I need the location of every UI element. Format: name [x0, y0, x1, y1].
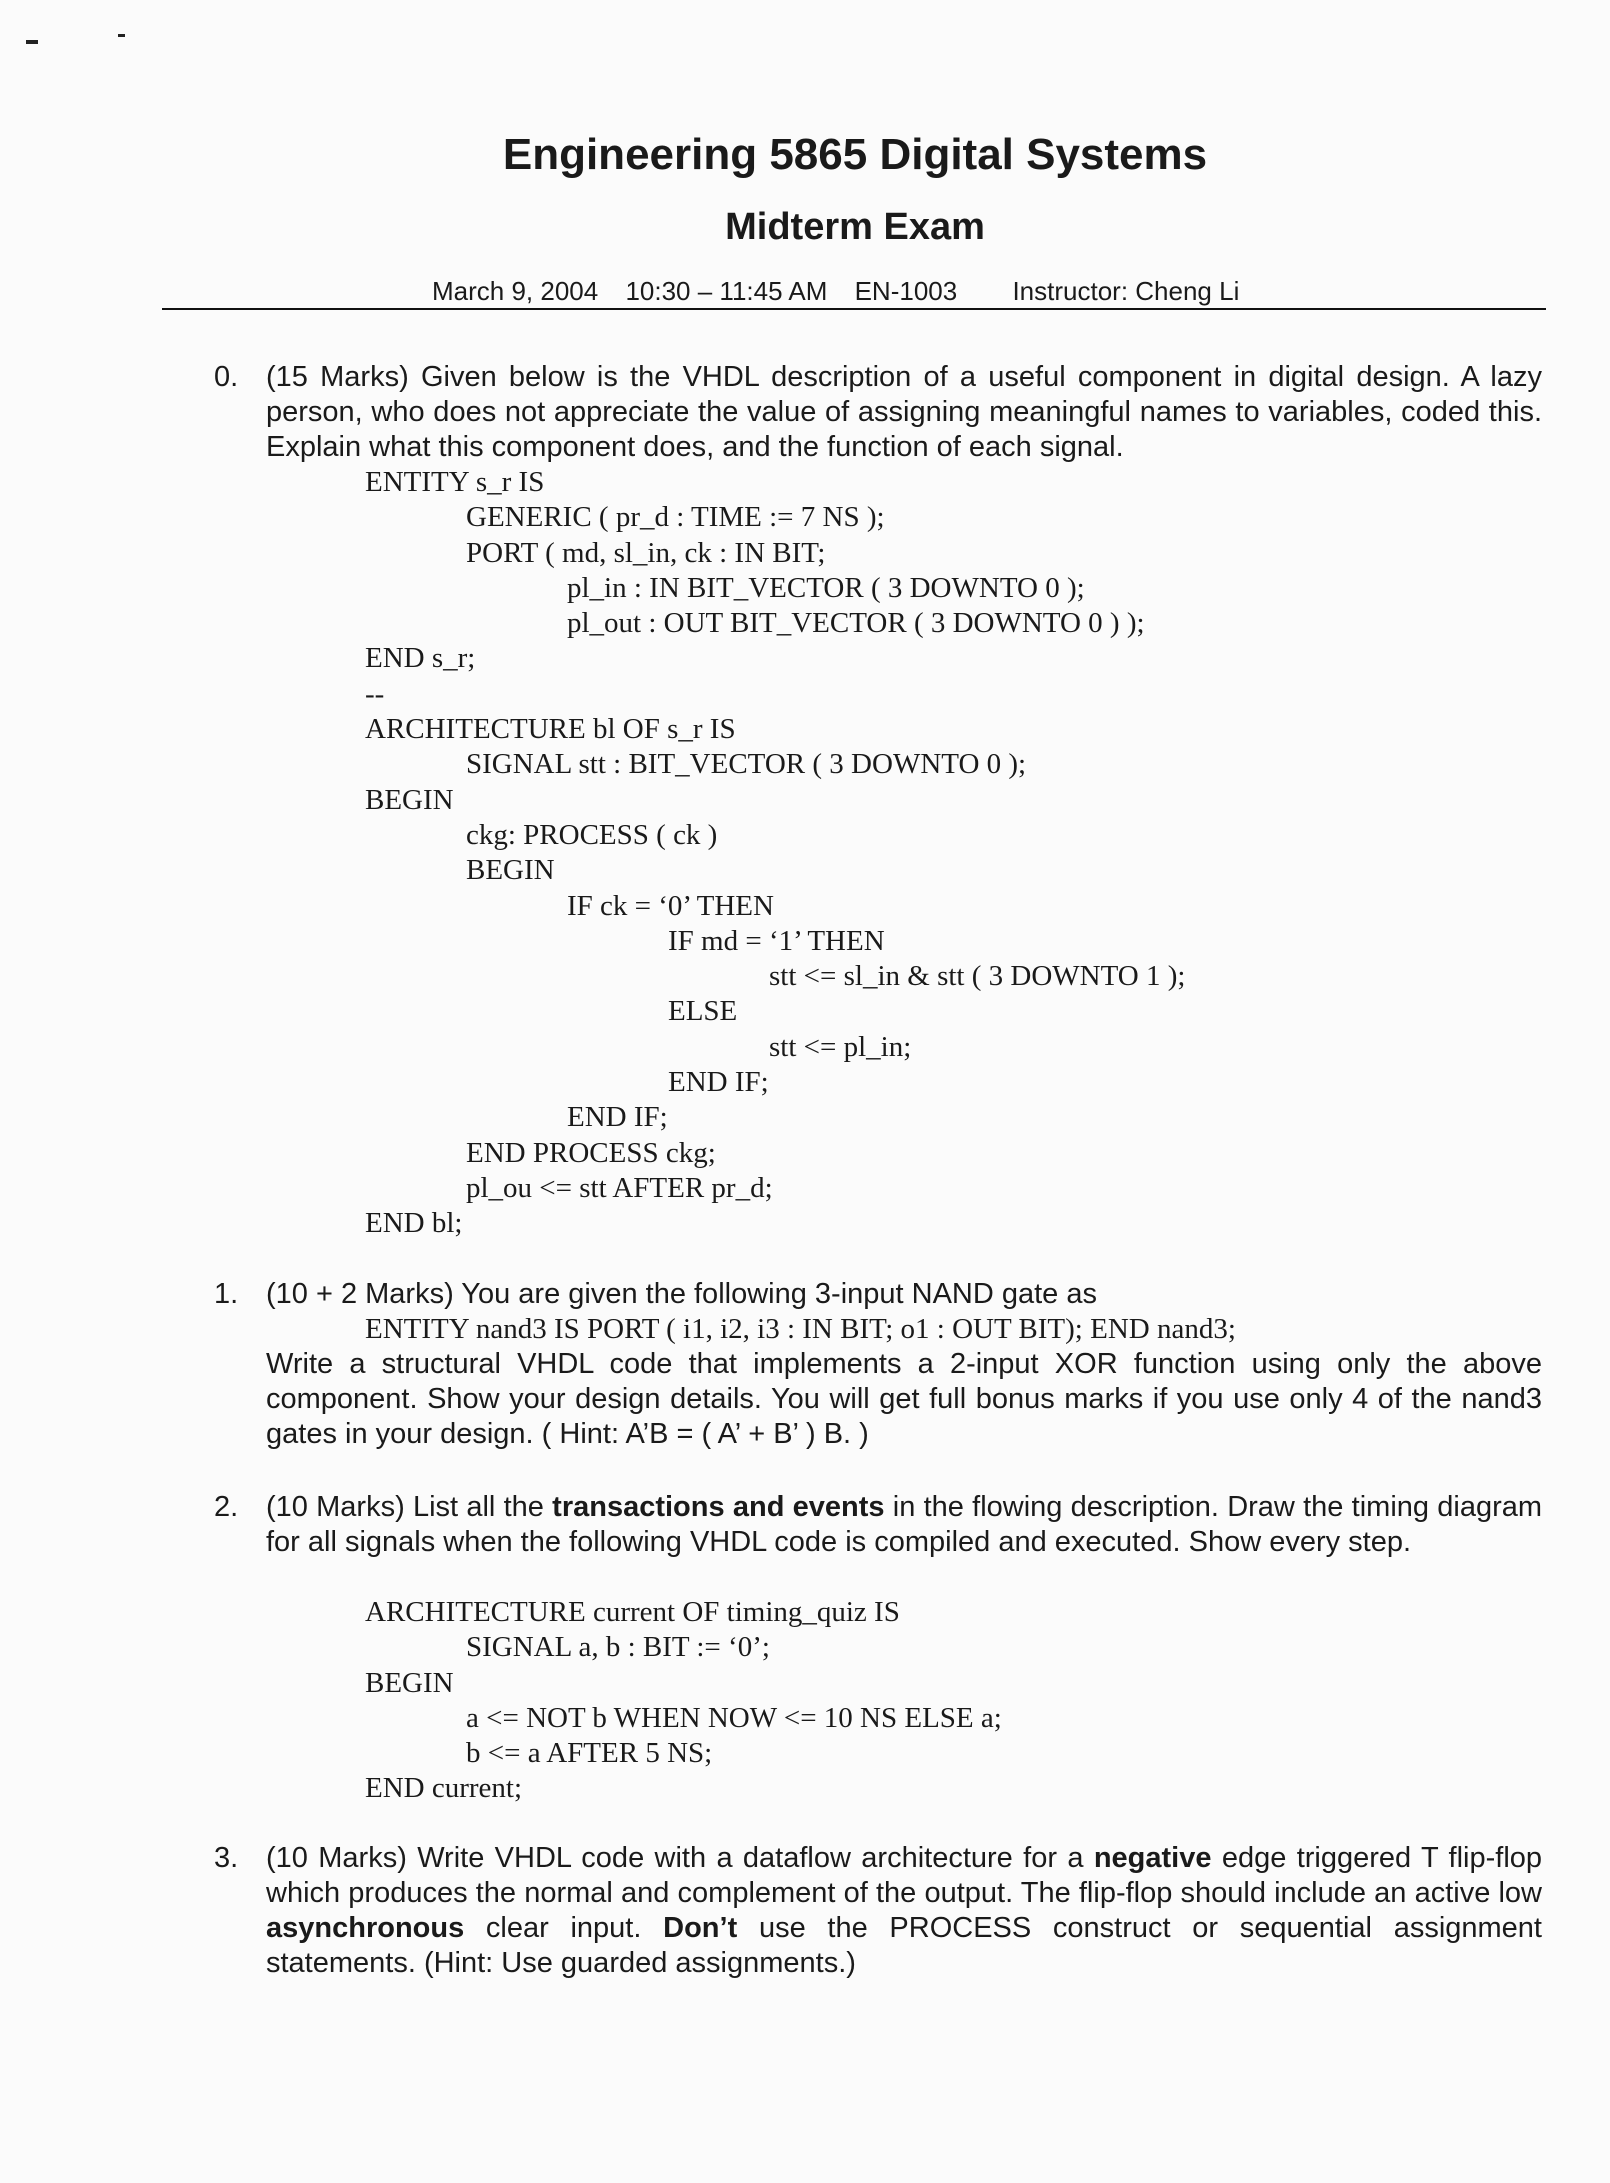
code-line: PORT ( md, sl_in, ck : IN BIT;: [466, 536, 826, 569]
question-text: Write a structural VHDL code that implements a 2-input XOR function using only the above component. Show your design details. You will get full bonus marks if you use only 4 of the nand3 gates in your design. ( Hint: A’B = ( A’ + B’ ) B. ): [266, 1348, 1542, 1450]
code-line: END s_r;: [365, 642, 476, 675]
text-run: edge triggered T flip-flop which produces the normal and complement of the output. The flip-flop should include an active low: [266, 1842, 1543, 1909]
code-line: ENTITY nand3 IS PORT ( i1, i2, i3 : IN BIT; o1 : OUT BIT); END nand3;: [365, 1313, 1236, 1345]
code-line: END bl;: [365, 1207, 463, 1240]
scan-mark: [26, 40, 38, 44]
exam-room: EN-1003: [854, 276, 958, 306]
question-number: 1.: [214, 1278, 239, 1310]
bold-text: asynchronous: [266, 1912, 465, 1944]
bold-text: Don’t: [663, 1912, 738, 1944]
page-title: Engineering 5865 Digital Systems: [502, 130, 1208, 179]
code-line: BEGIN: [365, 1666, 454, 1699]
code-line: --: [365, 677, 385, 710]
code-line: ckg: PROCESS ( ck ): [466, 818, 718, 851]
exam-time: 10:30 – 11:45 AM: [625, 276, 828, 306]
text-run: in the flowing description. Draw the timing diagram for all signals when the following VHDL code is compiled and executed. Show every step.: [266, 1491, 1543, 1558]
exam-instructor: Instructor: Cheng Li: [1012, 276, 1240, 306]
code-block-q0: [365, 465, 1185, 1242]
scan-mark: [118, 34, 125, 37]
code-line: ARCHITECTURE bl OF s_r IS: [365, 713, 736, 746]
code-line: ARCHITECTURE current OF timing_quiz IS: [365, 1596, 900, 1628]
code-line: IF ck = ‘0’ THEN: [567, 889, 774, 922]
question-1-body: [214, 1347, 1542, 1452]
code-block-q1: [365, 1312, 1236, 1347]
bold-text: negative: [1093, 1842, 1212, 1874]
code-line: pl_out : OUT BIT_VECTOR ( 3 DOWNTO 0 ) );: [567, 607, 1145, 640]
code-line: ELSE: [668, 995, 738, 1028]
bold-text: transactions and events: [552, 1491, 885, 1523]
code-line: pl_ou <= stt AFTER pr_d;: [466, 1171, 773, 1204]
question-2: [214, 1490, 1542, 1560]
question-number: 2.: [214, 1491, 239, 1523]
code-block-q2: [365, 1595, 1002, 1807]
page-subtitle: Midterm Exam: [725, 206, 985, 248]
text-run: use the PROCESS construct or sequential assignment statements. (Hint: Use guarded assignments.): [266, 1912, 1542, 1979]
code-line: pl_in : IN BIT_VECTOR ( 3 DOWNTO 0 );: [567, 571, 1085, 604]
question-0: [214, 360, 1542, 465]
code-line: BEGIN: [466, 854, 555, 887]
text-run: (10 Marks) List all the: [266, 1491, 544, 1523]
code-line: SIGNAL a, b : BIT := ‘0’;: [466, 1631, 770, 1664]
code-line: stt <= pl_in;: [769, 1030, 912, 1063]
exam-date: March 9, 2004: [432, 276, 599, 306]
code-line: stt <= sl_in & stt ( 3 DOWNTO 1 );: [769, 960, 1186, 993]
text-run: clear input.: [485, 1912, 642, 1944]
question-text: [266, 1841, 1542, 1981]
code-line: BEGIN: [365, 783, 454, 816]
question-number: 3.: [214, 1842, 239, 1874]
code-line: GENERIC ( pr_d : TIME := 7 NS );: [466, 501, 885, 534]
exam-info: [432, 276, 1239, 307]
question-text: [266, 1490, 1542, 1560]
question-number: 0.: [214, 361, 239, 393]
code-line: a <= NOT b WHEN NOW <= 10 NS ELSE a;: [466, 1701, 1002, 1734]
code-line: b <= a AFTER 5 NS;: [466, 1737, 713, 1770]
code-line: END IF;: [567, 1101, 668, 1134]
code-line: SIGNAL stt : BIT_VECTOR ( 3 DOWNTO 0 );: [466, 748, 1027, 781]
question-3: [214, 1841, 1542, 1981]
code-line: IF md = ‘1’ THEN: [668, 924, 885, 957]
code-line: ENTITY s_r IS: [365, 466, 545, 498]
text-run: (10 Marks) Write VHDL code with a dataflow architecture for a: [266, 1842, 1084, 1874]
question-1: [214, 1277, 1542, 1312]
question-text: (15 Marks) Given below is the VHDL description of a useful component in digital design. A lazy person, who does not appreciate the value of assigning meaningful names to variables, coded this. Explain what this component does, and the function of each signal.: [266, 361, 1542, 463]
code-line: END current;: [365, 1772, 523, 1805]
code-line: END PROCESS ckg;: [466, 1136, 716, 1169]
question-text: (10 + 2 Marks) You are given the following 3-input NAND gate as: [266, 1278, 1097, 1310]
header-rule: [162, 308, 1546, 310]
code-line: END IF;: [668, 1066, 769, 1099]
